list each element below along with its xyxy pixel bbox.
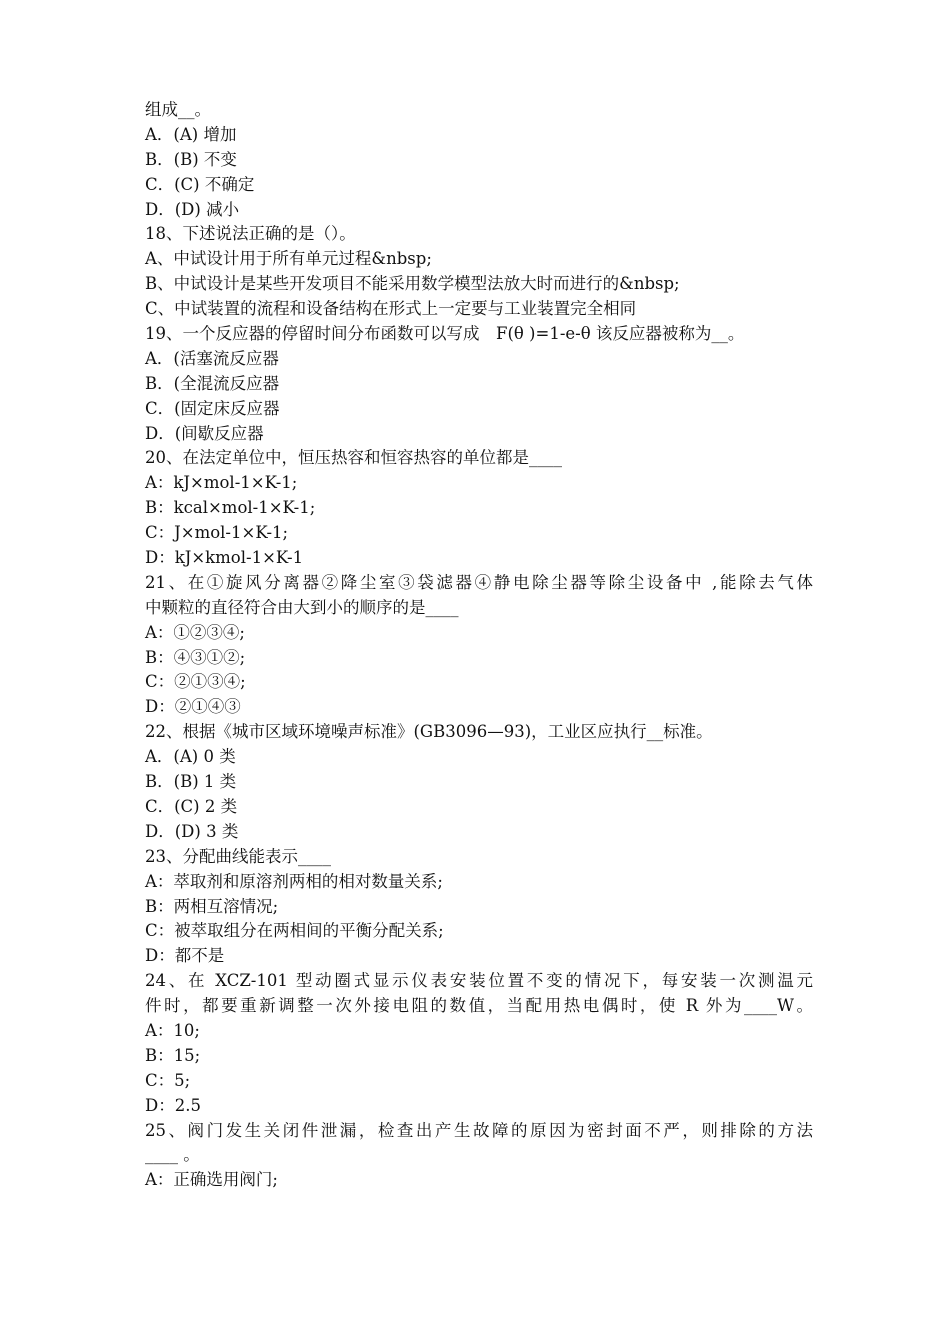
- text-line: 22、根据《城市区域环境噪声标准》(GB3096—93)，工业区应执行__标准。: [145, 722, 713, 742]
- text-line: C：J×mol-1×K-1;: [145, 523, 289, 543]
- text-line: 23、分配曲线能表示____: [145, 846, 331, 866]
- text-line: A、中试设计用于所有单元过程&nbsp;: [145, 249, 432, 269]
- text-line: A．(A) 增加: [145, 124, 237, 144]
- text-line: B．(B) 不变: [145, 149, 237, 169]
- text-line: C：被萃取组分在两相间的平衡分配关系;: [145, 921, 444, 941]
- text-line: C、中试装置的流程和设备结构在形式上一定要与工业装置完全相同: [145, 299, 637, 319]
- text-line: A：①②③④;: [145, 622, 245, 642]
- text-line: D：②①④③: [145, 697, 241, 717]
- text-line: C：②①③④;: [145, 672, 246, 692]
- text-line: C．(固定床反应器: [145, 398, 280, 418]
- text-line: A．(活塞流反应器: [145, 348, 279, 368]
- text-line: A．(A) 0 类: [145, 747, 236, 767]
- text-line: D．(D) 3 类: [145, 821, 239, 841]
- text-line: 件时，都要重新调整一次外接电阻的数值，当配用热电偶时，使 R 外为____W。: [145, 996, 813, 1016]
- text-line: D：2.5: [145, 1095, 201, 1115]
- text-line: D：kJ×kmol-1×K-1: [145, 548, 304, 568]
- text-line: C．(C) 不确定: [145, 174, 255, 194]
- text-line: 21、在①旋风分离器②降尘室③袋滤器④静电除尘器等除尘设备中 ,能除去气体: [145, 572, 813, 592]
- text-line: B、中试设计是某些开发项目不能采用数学模型法放大时而进行的&nbsp;: [145, 274, 680, 294]
- text-line: 19、一个反应器的停留时间分布函数可以写成 F(θ )=1-e-θ 该反应器被称为__。: [145, 324, 745, 344]
- text-line: B：15;: [145, 1045, 201, 1065]
- text-line: 24、在 XCZ-101 型动圈式显示仪表安装位置不变的情况下，每安装一次测温元: [145, 971, 813, 991]
- text-line: B：④③①②;: [145, 647, 246, 667]
- text-line: A：kJ×mol-1×K-1;: [145, 473, 298, 493]
- text-line: A：萃取剂和原溶剂两相的相对数量关系;: [145, 871, 443, 891]
- text-line: B．(全混流反应器: [145, 373, 280, 393]
- text-line: C．(C) 2 类: [145, 796, 238, 816]
- document-page: [145, 98, 813, 1193]
- text-line: 18、下述说法正确的是（）。: [145, 224, 356, 244]
- text-line: D．(D) 减小: [145, 199, 240, 219]
- text-line: B：两相互溶情况;: [145, 896, 279, 916]
- text-line: C：5;: [145, 1070, 191, 1090]
- text-line: D：都不是: [145, 946, 225, 966]
- text-line: 组成__。: [145, 100, 211, 119]
- text-line: 中颗粒的直径符合由大到小的顺序的是____: [145, 597, 459, 617]
- text-line: A：10;: [145, 1020, 200, 1040]
- text-line: 25、阀门发生关闭件泄漏，检查出产生故障的原因为密封面不严，则排除的方法: [145, 1120, 813, 1140]
- text-line: D．(间歇反应器: [145, 423, 264, 443]
- text-line: B．(B) 1 类: [145, 772, 237, 792]
- text-line: 20、在法定单位中，恒压热容和恒容热容的单位都是____: [145, 448, 562, 468]
- text-line: A：正确选用阀门;: [145, 1170, 278, 1190]
- text-line: B：kcal×mol-1×K-1;: [145, 498, 316, 518]
- text-line: ____ 。: [145, 1145, 200, 1165]
